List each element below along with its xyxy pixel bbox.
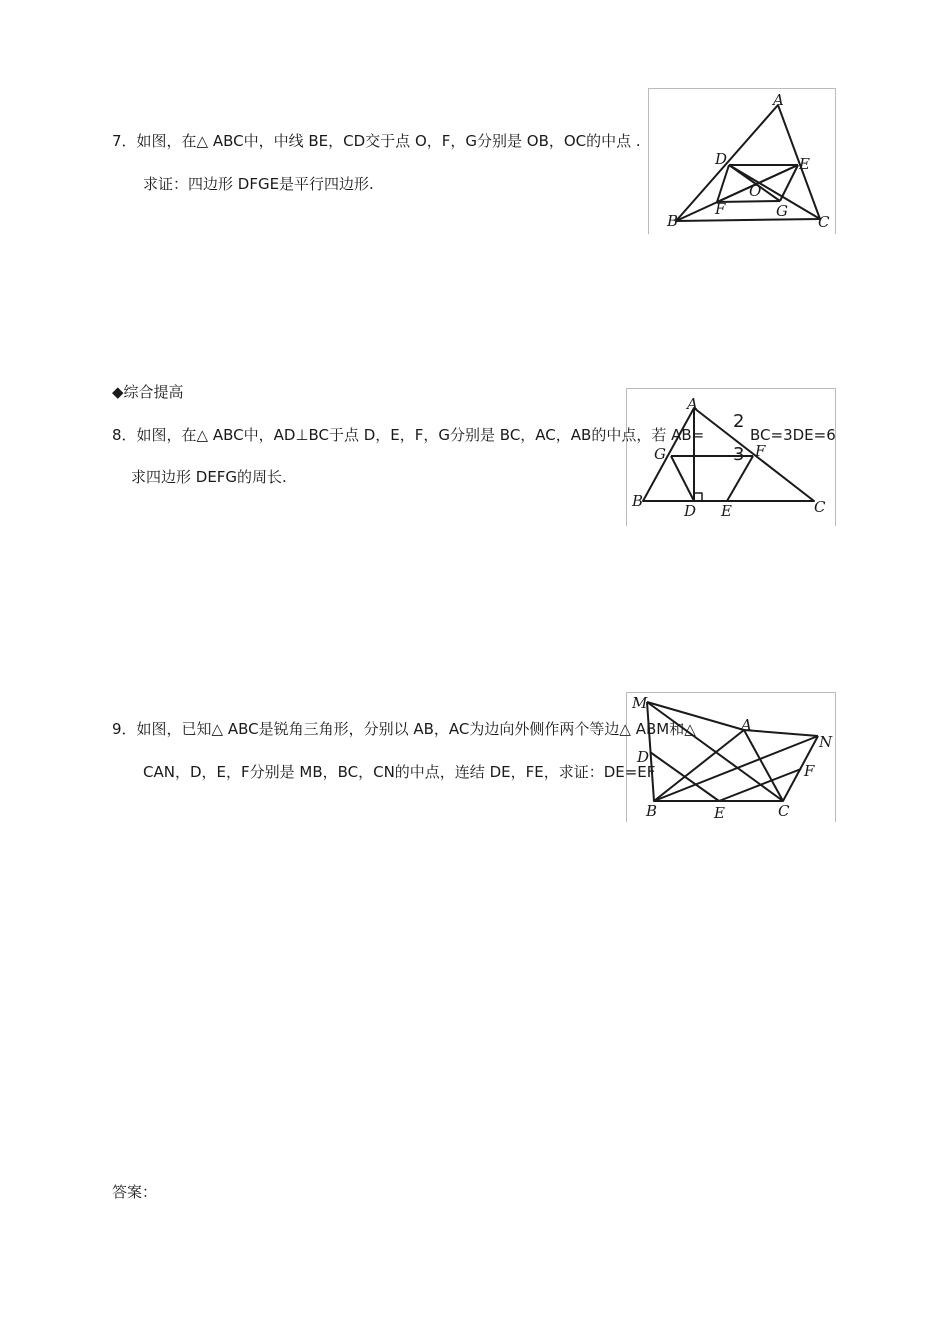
problem9-line2: CAN，D，E，F分别是 MB，BC，CN的中点，连结 DE，FE，求证：DE=EF xyxy=(143,763,656,781)
problem7-line1: 7．如图，在△ ABC中，中线 BE，CD交于点 O，F，G分别是 OB，OC的中点 . xyxy=(112,132,641,150)
fig7-label-A: A xyxy=(773,91,784,109)
fig7-label-E: E xyxy=(799,155,810,173)
figure-problem7-triangle xyxy=(648,88,836,234)
fig9-label-B: B xyxy=(646,802,658,820)
problem8-fraction-numerator: 2 xyxy=(733,411,745,432)
figure-problem8-triangle xyxy=(626,388,836,526)
problem9-line1: 9．如图，已知△ ABC是锐角三角形，分别以 AB，AC为边向外侧作两个等边△ ABM和△ xyxy=(112,720,696,738)
fig8-label-B: B xyxy=(632,492,644,510)
fig7-label-D: D xyxy=(715,150,728,168)
fig7-label-F: F xyxy=(715,200,726,218)
fig7-label-C: C xyxy=(818,213,830,231)
problem8-line1: 8．如图，在△ ABC中，AD⊥BC于点 D，E，F，G分别是 BC，AC，AB的中点，若 AB= xyxy=(112,426,705,444)
fig8-label-E: E xyxy=(721,502,732,520)
fig9-label-N: N xyxy=(819,733,833,751)
fig7-label-O: O xyxy=(749,182,762,200)
problem8-line1-tail: BC=3DE=6 xyxy=(750,426,836,444)
fig9-label-M: M xyxy=(632,694,648,712)
problem8-line2: 求四边形 DEFG的周长. xyxy=(131,468,287,486)
fig8-label-G: G xyxy=(654,445,666,463)
figure-problem9-equilateral-triangles xyxy=(626,692,836,822)
fig8-label-F: F xyxy=(755,442,766,460)
fig9-label-D: D xyxy=(637,748,650,766)
fig9-label-A: A xyxy=(741,716,752,734)
fig9-label-F: F xyxy=(804,762,815,780)
fig8-label-D: D xyxy=(684,502,697,520)
fig9-label-C: C xyxy=(778,802,790,820)
fig7-label-B: B xyxy=(667,212,679,230)
fig7-label-G: G xyxy=(776,202,788,220)
section-heading: ◆综合提高 xyxy=(112,383,184,401)
answer-label: 答案： xyxy=(112,1183,158,1201)
fig8-label-C: C xyxy=(814,498,826,516)
fig8-label-A: A xyxy=(687,395,698,413)
problem8-fraction-denominator: 3 xyxy=(733,444,745,465)
problem7-line2: 求证：四边形 DFGE是平行四边形. xyxy=(143,175,374,193)
fig9-label-E: E xyxy=(714,804,725,822)
